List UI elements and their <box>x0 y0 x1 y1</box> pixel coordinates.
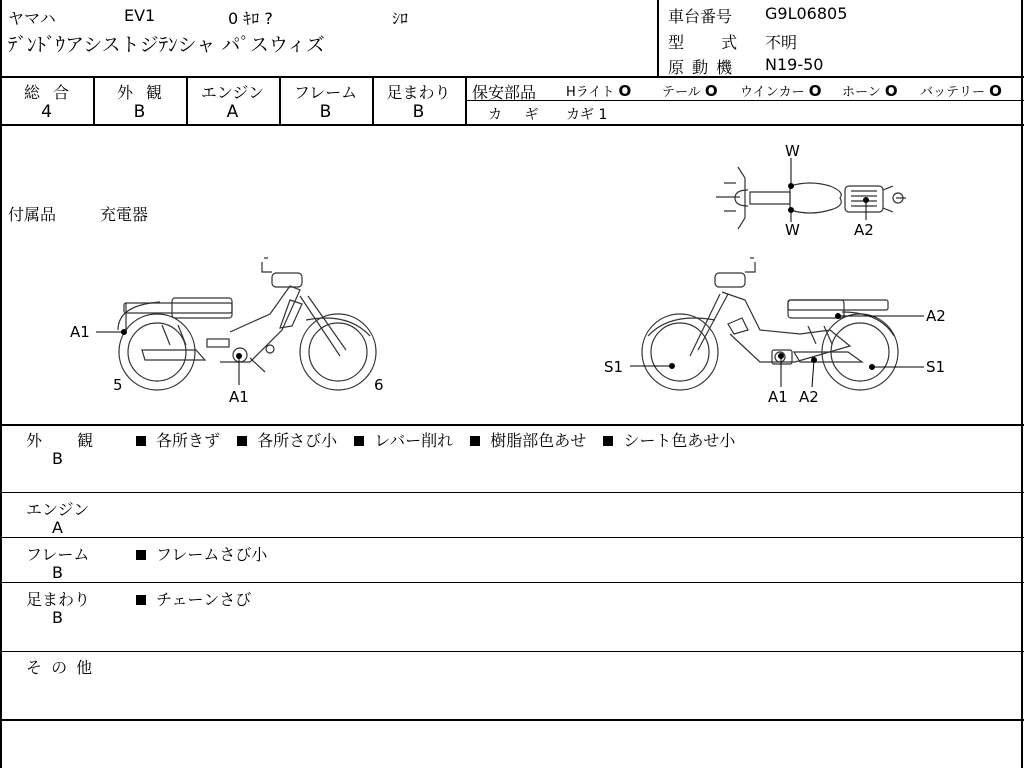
bullet-square-icon <box>470 436 480 446</box>
safety-item-status: O <box>704 82 718 100</box>
rule-diagram-bottom <box>0 424 1024 426</box>
safety-item-name: ウインカー <box>740 85 805 100</box>
defect-item: 樹脂部色あせ <box>470 431 586 450</box>
accessories-value: 充電器 <box>100 205 149 224</box>
mark-s1-right: S1 <box>926 358 946 376</box>
section-engine-grade: A <box>52 518 63 537</box>
section-frame-defects <box>136 542 279 565</box>
top-view-scooter <box>716 167 906 229</box>
grade-divider <box>465 77 467 125</box>
bullet-square-icon <box>603 436 613 446</box>
defect-item: チェーンさび <box>136 590 251 609</box>
bullet-square-icon <box>354 436 364 446</box>
section-frame-grade: B <box>52 563 63 582</box>
maker-name: ヤマハ <box>8 9 56 28</box>
accessories-label: 付属品 <box>8 205 57 224</box>
grade-overall-value: 4 <box>41 102 52 122</box>
safety-item-name: ホーン <box>842 85 881 100</box>
section-exterior-label: 外 観 <box>26 431 94 450</box>
grade-engine-value: A <box>226 102 239 122</box>
right-view-scooter <box>642 258 898 390</box>
color-value: ｼﾛ <box>392 9 409 28</box>
bullet-square-icon <box>136 595 146 605</box>
mark-a2-top: A2 <box>854 221 874 239</box>
mark-5: 5 <box>113 376 123 394</box>
mark-a1-right: A1 <box>768 388 788 406</box>
defect-item: フレームさび小 <box>136 545 267 564</box>
mark-6: 6 <box>374 376 384 394</box>
grade-suspension-label: 足まわり <box>386 83 451 102</box>
defect-item: レバー削れ <box>354 431 453 450</box>
model-code: EV1 <box>124 6 156 25</box>
engine-label: 原 動 機 <box>668 58 733 77</box>
grade-engine-label: エンジン <box>200 83 265 102</box>
safety-item-name: バッテリー <box>920 85 986 100</box>
defect-item: 各所きず <box>136 431 220 450</box>
key-label: カ ギ <box>488 107 539 123</box>
safety-item-status: O <box>808 82 822 100</box>
section-suspension-defects <box>136 587 263 610</box>
grade-frame-label: フレーム <box>293 83 358 102</box>
safety-item-status: O <box>989 82 1002 100</box>
section-exterior-defects <box>136 428 747 451</box>
rule-frame-bottom <box>0 582 1024 583</box>
bullet-square-icon <box>136 550 146 560</box>
vehicle-name: ﾃﾞﾝﾄﾞｳアシストジﾃﾝシャ パﾟスウィズ <box>8 34 325 56</box>
key-value: カギ 1 <box>566 107 608 123</box>
rule-engine-bottom <box>0 537 1024 538</box>
mileage: 0 ｷﾛ ? <box>228 9 273 28</box>
safety-winker <box>740 81 822 100</box>
grade-suspension-value: B <box>412 102 425 122</box>
rule-suspension-bottom <box>0 651 1024 652</box>
defect-item: 各所さび小 <box>237 431 337 450</box>
header-divider <box>657 0 659 77</box>
safety-key-divider <box>466 100 1024 101</box>
section-engine-label: エンジン <box>26 500 90 519</box>
safety-item-name: テール <box>662 85 701 100</box>
mark-a1-left-bottom: A1 <box>229 388 249 406</box>
section-exterior-grade: B <box>52 449 63 468</box>
safety-item-status: O <box>884 82 898 100</box>
mark-a2-right: A2 <box>926 307 946 325</box>
grade-frame-value: B <box>319 102 332 122</box>
border-right <box>1021 0 1023 768</box>
bullet-square-icon <box>136 436 146 446</box>
section-frame-label: フレーム <box>26 545 90 564</box>
mark-w-bottom: W <box>785 221 800 239</box>
safety-item-name: Hライト <box>566 85 615 100</box>
rule-other-bottom <box>0 719 1024 721</box>
safety-horn <box>842 81 898 100</box>
grade-exterior-label: 外 観 <box>116 83 163 102</box>
safety-battery <box>920 81 1002 100</box>
bullet-square-icon <box>237 436 247 446</box>
grade-overall-label: 総 合 <box>23 83 70 102</box>
engine-value: N19-50 <box>765 55 824 74</box>
rule-exterior-bottom <box>0 492 1024 493</box>
left-view-scooter <box>118 258 376 390</box>
model-type: 不明 <box>765 33 798 52</box>
section-suspension-grade: B <box>52 608 63 627</box>
frame-number: G9L06805 <box>765 4 848 23</box>
rule-header-bottom <box>0 76 1024 78</box>
mark-a1-left: A1 <box>70 323 90 341</box>
safety-label: 保安部品 <box>472 83 537 102</box>
damage-diagram <box>0 126 1020 422</box>
safety-taillight <box>662 81 718 100</box>
defect-item: シート色あせ小 <box>603 431 735 450</box>
mark-a2-right-bottom: A2 <box>799 388 819 406</box>
mark-s1-left: S1 <box>604 358 624 376</box>
mark-w-top: W <box>785 142 800 160</box>
model-type-label: 型 式 <box>668 33 738 52</box>
section-suspension-label: 足まわり <box>26 590 91 609</box>
safety-item-status: O <box>618 82 632 100</box>
grade-exterior-value: B <box>133 102 146 122</box>
frame-number-label: 車台番号 <box>668 7 733 26</box>
safety-headlight <box>566 81 631 100</box>
section-other-label: そ の 他 <box>26 658 93 677</box>
